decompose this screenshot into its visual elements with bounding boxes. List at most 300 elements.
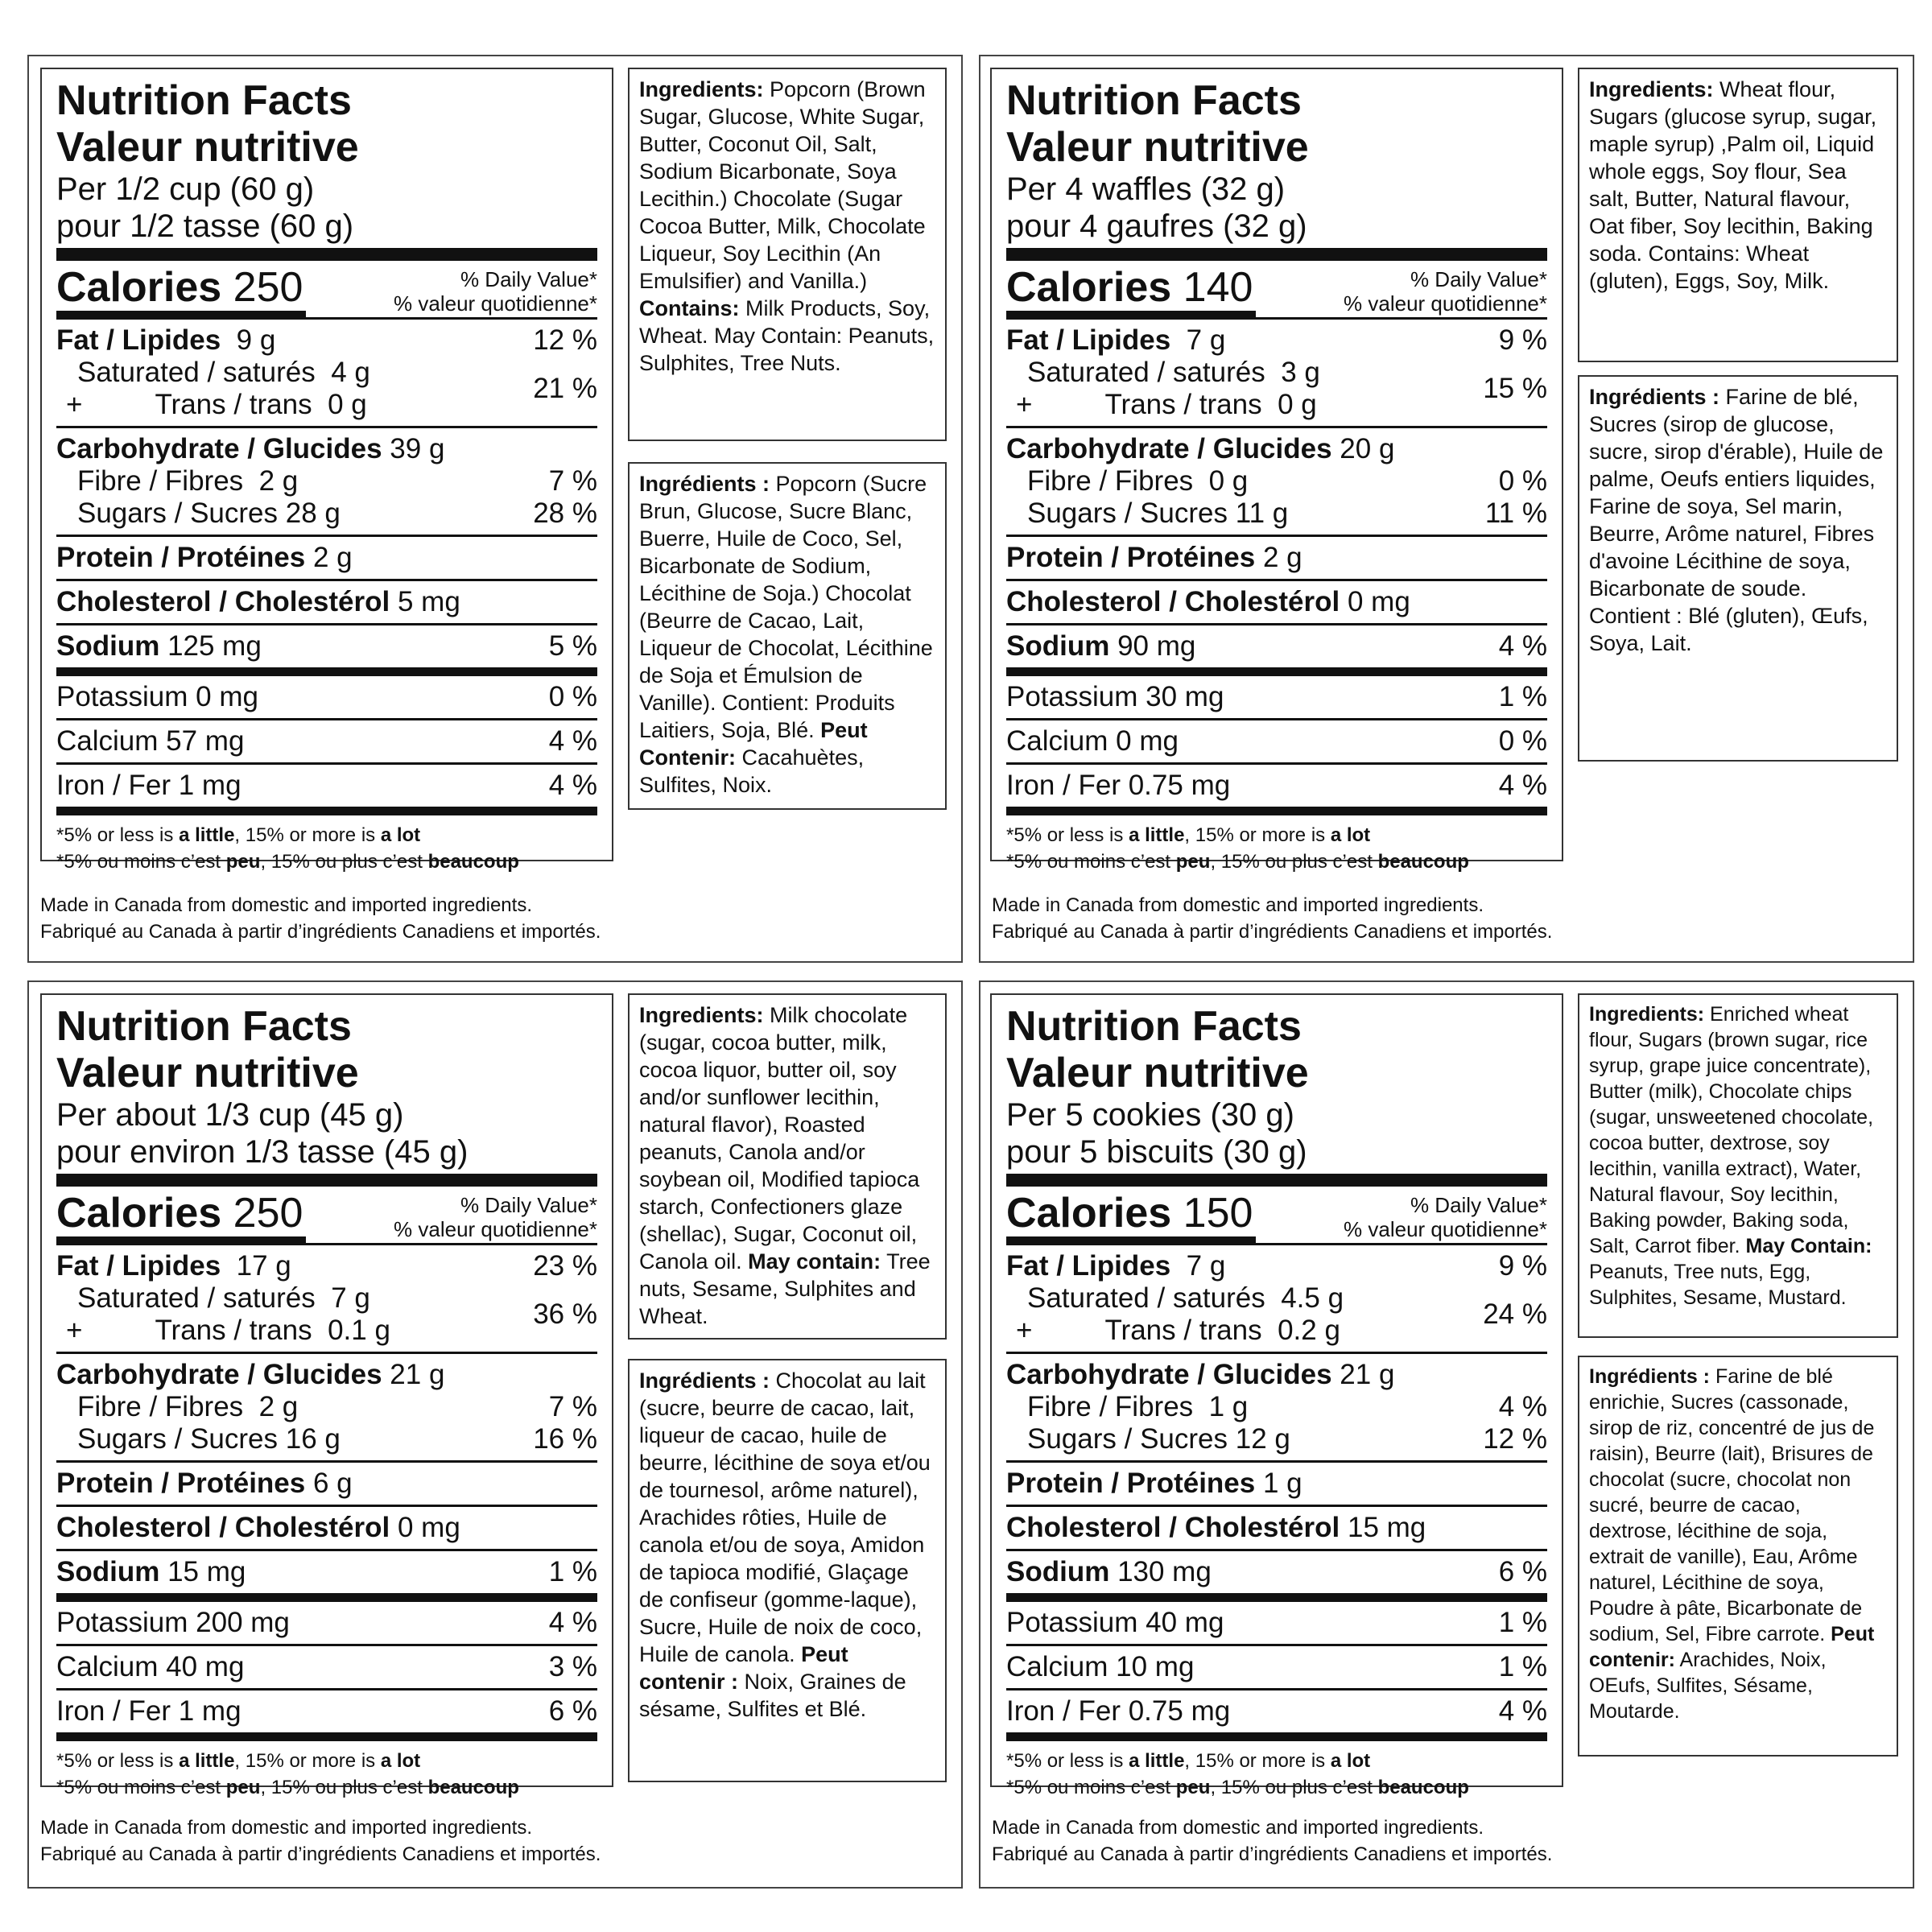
footnote-fr-peu: peu bbox=[225, 851, 261, 873]
fibre-row bbox=[56, 1391, 597, 1423]
daily-value-fr: % valeur quotidienne* bbox=[1344, 1217, 1547, 1241]
ingredients-en bbox=[628, 68, 947, 441]
saturated-value: 3 g bbox=[1281, 357, 1320, 388]
ingredients-heading: Ingredients: bbox=[639, 77, 764, 101]
cholesterol-row bbox=[56, 1512, 597, 1544]
calcium-pct: 0 % bbox=[1498, 725, 1547, 757]
cholesterol-row bbox=[1006, 1512, 1547, 1544]
calcium-label: Calcium bbox=[1006, 1651, 1108, 1682]
cholesterol-value: 0 mg bbox=[1347, 586, 1410, 617]
calcium-label: Calcium bbox=[56, 1651, 159, 1682]
calories-label: Calories bbox=[56, 264, 222, 311]
calcium-value: 0 mg bbox=[1116, 725, 1179, 757]
ingredients-heading: Contains: bbox=[639, 296, 740, 320]
sodium-value: 130 mg bbox=[1117, 1556, 1212, 1587]
calories-label: Calories bbox=[1006, 1190, 1172, 1236]
footnote-fr-beaucoup: beaucoup bbox=[1377, 851, 1469, 873]
fat-pct: 9 % bbox=[1498, 1250, 1547, 1282]
origin-fr: Fabriqué au Canada à partir d’ingrédients Canadiens et importés. bbox=[40, 1843, 601, 1865]
footnote-en-text: *5% or less is bbox=[1006, 824, 1129, 846]
title-fr: Valeur nutritive bbox=[56, 124, 359, 171]
trans-value: 0.2 g bbox=[1278, 1315, 1340, 1346]
carb-label: Carbohydrate / Glucides bbox=[56, 433, 382, 464]
footnote-fr bbox=[56, 1774, 597, 1801]
sugars-value: 11 g bbox=[1235, 497, 1289, 529]
carb-row bbox=[1006, 433, 1547, 465]
cholesterol-row bbox=[56, 586, 597, 618]
title-fr: Valeur nutritive bbox=[1006, 1050, 1309, 1096]
footnote-en-text: *5% or less is bbox=[56, 1750, 180, 1772]
ingredients-text: Peanuts, Tree nuts, Egg, Sulphites, Sesame, Mustard. bbox=[1589, 1261, 1847, 1309]
ingredients-heading: Peut contenir : bbox=[639, 1642, 848, 1694]
iron-label: Iron / Fer bbox=[1006, 770, 1121, 801]
cholesterol-section bbox=[1006, 581, 1547, 623]
serving-rule bbox=[56, 1174, 597, 1187]
origin-fr: Fabriqué au Canada à partir d’ingrédients Canadiens et importés. bbox=[992, 1843, 1553, 1865]
ingredients-text: Cacahuètes, Sulfites, Noix. bbox=[639, 745, 865, 797]
calories-label: Calories bbox=[1006, 264, 1172, 311]
ingredients-heading: Peut Contenir: bbox=[639, 718, 868, 770]
fibre-label: Fibre / Fibres bbox=[1027, 465, 1194, 497]
serving-size-en: Per 4 waffles (32 g) bbox=[1006, 171, 1286, 207]
ingredients-text: Noix, Graines de sésame, Sulfites et Blé. bbox=[639, 1670, 906, 1721]
trans-row bbox=[1006, 1315, 1344, 1347]
fat-value: 17 g bbox=[236, 1250, 291, 1282]
thick-rule bbox=[1006, 1593, 1547, 1602]
footnote-fr-text: *5% ou moins c’est bbox=[56, 1777, 226, 1798]
sugars-row bbox=[1006, 1423, 1547, 1455]
footnote-en-lot: a lot bbox=[380, 824, 421, 846]
ingredients-text: Enriched wheat flour, Sugars (brown sugar, rice syrup, grape juice concentrate), Butter (milk), Chocolate chips (sugar, unsweetened chocolate, cocoa butter, dextrose, soy lecithin, vanilla extract), Water, Natural flavour, Soy lecithin, Baking powder, Baking soda, Salt, Carrot fiber. bbox=[1589, 1003, 1874, 1257]
protein-label: Protein / Protéines bbox=[56, 542, 306, 573]
footnote-fr-peu: peu bbox=[225, 1777, 261, 1798]
calories-row bbox=[1006, 1190, 1547, 1243]
potassium-section bbox=[56, 676, 597, 718]
iron-section bbox=[56, 1690, 597, 1732]
iron-pct: 6 % bbox=[548, 1695, 597, 1727]
trans-value: 0 g bbox=[328, 389, 367, 420]
ingredients-fr bbox=[628, 462, 947, 810]
fat-pct: 23 % bbox=[533, 1250, 597, 1282]
calcium-value: 57 mg bbox=[166, 725, 245, 757]
sugars-value: 12 g bbox=[1235, 1423, 1290, 1455]
potassium-pct: 4 % bbox=[548, 1607, 597, 1638]
origin-statement bbox=[40, 892, 601, 945]
sodium-value: 125 mg bbox=[167, 630, 262, 662]
saturated-row bbox=[1006, 1282, 1344, 1315]
calcium-row bbox=[56, 725, 597, 758]
sugars-row bbox=[1006, 497, 1547, 530]
ingredients-text: Popcorn (Sucre Brun, Glucose, Sucre Blanc, Buerre, Huile de Coco, Sel, Bicarbonate de Sodium, Lécithine de Soja.) Chocolat (Beurre de Cacao, Lait, Liqueur de Chocolat, Lécithine de Soja et Émulsion de Vanille). Contient: Produits Laitiers, Soja, Blé. bbox=[639, 472, 933, 742]
fat-section bbox=[56, 1245, 597, 1352]
carb-section bbox=[56, 1354, 597, 1460]
ingredients-heading: Peut contenir: bbox=[1589, 1623, 1875, 1671]
daily-value-header bbox=[394, 1193, 597, 1241]
calories bbox=[1006, 1190, 1256, 1243]
saturated-value: 4 g bbox=[331, 357, 370, 388]
ingredients-heading: Ingrédients : bbox=[639, 1368, 770, 1393]
cholesterol-label: Cholesterol / Cholestérol bbox=[56, 1512, 390, 1543]
calories-value: 150 bbox=[1183, 1190, 1253, 1236]
calcium-row bbox=[1006, 725, 1547, 758]
potassium-value: 0 mg bbox=[196, 681, 258, 712]
iron-value: 1 mg bbox=[178, 770, 242, 801]
potassium-row bbox=[56, 1607, 597, 1639]
sugars-value: 16 g bbox=[285, 1423, 341, 1455]
iron-value: 0.75 mg bbox=[1128, 770, 1231, 801]
thick-rule bbox=[56, 1593, 597, 1602]
title-fr: Valeur nutritive bbox=[56, 1050, 359, 1096]
carb-label: Carbohydrate / Glucides bbox=[1006, 433, 1332, 464]
serving-size-en: Per 1/2 cup (60 g) bbox=[56, 171, 315, 207]
footnote-en-text: , 15% or more is bbox=[1184, 824, 1331, 846]
fat-row bbox=[56, 324, 597, 357]
daily-value-fr: % valeur quotidienne* bbox=[394, 1217, 597, 1241]
iron-label: Iron / Fer bbox=[1006, 1695, 1121, 1727]
trans-value: 0 g bbox=[1278, 389, 1317, 420]
trans-label: Trans / trans bbox=[1104, 389, 1262, 420]
sugars-pct: 12 % bbox=[1483, 1423, 1547, 1455]
footnote-fr-text: , 15% ou plus c’est bbox=[260, 851, 428, 873]
protein-row bbox=[56, 542, 597, 574]
iron-row bbox=[56, 770, 597, 802]
carb-value: 21 g bbox=[390, 1359, 445, 1390]
calcium-section bbox=[56, 1646, 597, 1688]
protein-row bbox=[56, 1468, 597, 1500]
potassium-pct: 1 % bbox=[1498, 681, 1547, 712]
ingredients-text: Tree nuts, Sesame, Sulphites and Wheat. bbox=[639, 1249, 931, 1328]
footnote-fr-text: *5% ou moins c’est bbox=[1006, 1777, 1176, 1798]
footnote-fr-text: , 15% ou plus c’est bbox=[1210, 851, 1378, 873]
sodium-section bbox=[56, 625, 597, 667]
saturated-label: Saturated / saturés bbox=[77, 357, 316, 388]
calcium-section bbox=[1006, 720, 1547, 762]
iron-pct: 4 % bbox=[1498, 770, 1547, 801]
carb-row bbox=[56, 433, 597, 465]
origin-fr: Fabriqué au Canada à partir d’ingrédients Canadiens et importés. bbox=[40, 921, 601, 943]
calcium-row bbox=[1006, 1651, 1547, 1683]
iron-label: Iron / Fer bbox=[56, 770, 171, 801]
fat-row bbox=[1006, 1250, 1547, 1282]
saturated-row bbox=[56, 1282, 390, 1315]
footnote-fr bbox=[1006, 848, 1547, 875]
carb-section bbox=[56, 428, 597, 535]
trans-label: Trans / trans bbox=[155, 1315, 312, 1346]
serving-size-en: Per 5 cookies (30 g) bbox=[1006, 1097, 1294, 1133]
fibre-label: Fibre / Fibres bbox=[1027, 1391, 1194, 1422]
footnote-fr-text: , 15% ou plus c’est bbox=[260, 1777, 428, 1798]
iron-pct: 4 % bbox=[548, 770, 597, 801]
footnote-fr-beaucoup: beaucoup bbox=[427, 1777, 519, 1798]
footnote bbox=[56, 1732, 597, 1801]
carb-section bbox=[1006, 428, 1547, 535]
sat-trans-group bbox=[56, 357, 597, 421]
sugars-row bbox=[56, 497, 597, 530]
sodium-pct: 5 % bbox=[548, 630, 597, 662]
fibre-value: 2 g bbox=[258, 465, 299, 497]
ingredients-heading: Ingrédients : bbox=[1589, 385, 1720, 409]
serving-rule bbox=[1006, 1174, 1547, 1187]
footnote-en-lot: a lot bbox=[1330, 1750, 1371, 1772]
footnote-en bbox=[56, 1748, 597, 1774]
fat-section bbox=[1006, 320, 1547, 426]
sat-trans-pct: 36 % bbox=[533, 1298, 597, 1330]
footnote-fr-text: *5% ou moins c’est bbox=[56, 851, 226, 873]
potassium-row bbox=[56, 681, 597, 713]
calcium-pct: 1 % bbox=[1498, 1651, 1547, 1682]
origin-en: Made in Canada from domestic and imported ingredients. bbox=[40, 894, 532, 916]
origin-statement bbox=[992, 892, 1552, 945]
ingredients-text: Farine de blé enrichie, Sucres (cassonade, sirop de riz, concentré de jus de raisin), Beurre (lait), Brisures de chocolat (sucre, chocolat non sucré, beurre de cacao, dextrose, lécithine de soja, extrait de vanille), Eau, Arôme naturel, Lécithine de soya, Poudre à pâte, Bicarbonate de sodium, Sel, Fibre carrote. bbox=[1589, 1365, 1875, 1645]
carb-section bbox=[1006, 1354, 1547, 1460]
fat-label: Fat / Lipides bbox=[1006, 324, 1171, 356]
footnote-en-text: , 15% or more is bbox=[234, 824, 381, 846]
trans-label: Trans / trans bbox=[155, 389, 312, 420]
calcium-label: Calcium bbox=[1006, 725, 1108, 757]
title-en: Nutrition Facts bbox=[56, 77, 352, 124]
potassium-row bbox=[1006, 1607, 1547, 1639]
fat-section bbox=[1006, 1245, 1547, 1352]
daily-value-en: % Daily Value* bbox=[1410, 267, 1547, 291]
sodium-section bbox=[56, 1551, 597, 1593]
cholesterol-value: 15 mg bbox=[1347, 1512, 1426, 1543]
ingredients-text: Milk chocolate (sugar, cocoa butter, milk, cocoa liquor, butter oil, soy and/or sunflower lecithin, natural flavor), Roasted peanuts, Canola and/or soybean oil, Modified tapioca starch, Confectioners glaze (shellac), Sugar, Coconut oil, Canola oil. bbox=[639, 1003, 920, 1274]
ingredients-heading: Ingredients: bbox=[1589, 1003, 1705, 1026]
cholesterol-label: Cholesterol / Cholestérol bbox=[1006, 586, 1340, 617]
footnote-en bbox=[1006, 1748, 1547, 1774]
sodium-label: Sodium bbox=[1006, 630, 1110, 662]
ingredients-text: Popcorn (Brown Sugar, Glucose, White Sugar, Butter, Coconut Oil, Salt, Sodium Bicarbonate, Soya Lecithin.) Chocolate (Sugar Cocoa Butter, Milk, Chocolate Liqueur, Soy Lecithin (An Emulsifier) and Vanilla.) bbox=[639, 77, 926, 293]
calories-value: 250 bbox=[233, 264, 303, 311]
fibre-row bbox=[56, 465, 597, 497]
cholesterol-value: 0 mg bbox=[397, 1512, 460, 1543]
sodium-row bbox=[56, 630, 597, 663]
ingredients-heading: Ingrédients : bbox=[639, 472, 770, 496]
sodium-pct: 6 % bbox=[1498, 1556, 1547, 1587]
ingredients-heading: May Contain: bbox=[1745, 1235, 1872, 1257]
sugars-label: Sugars / Sucres bbox=[77, 1423, 278, 1455]
title-en: Nutrition Facts bbox=[1006, 1003, 1302, 1050]
thick-rule bbox=[56, 667, 597, 676]
calcium-row bbox=[56, 1651, 597, 1683]
serving-size-fr: pour environ 1/3 tasse (45 g) bbox=[56, 1134, 469, 1170]
serving-rule bbox=[56, 248, 597, 261]
protein-section bbox=[1006, 1463, 1547, 1505]
protein-section bbox=[56, 537, 597, 579]
ingredients-text: Wheat flour, Sugars (glucose syrup, sugar, maple syrup) ,Palm oil, Liquid whole eggs, Soy flour, Sea salt, Butter, Natural flavour, Oat fiber, Soy lecithin, Baking soda. Contains: Wheat (gluten), Eggs, Soy, Milk. bbox=[1589, 77, 1877, 293]
fibre-label: Fibre / Fibres bbox=[77, 1391, 244, 1422]
calories bbox=[1006, 264, 1256, 317]
trans-plus: + bbox=[66, 1315, 83, 1346]
ingredients-heading: Ingredients: bbox=[1589, 77, 1714, 101]
sugars-value: 28 g bbox=[285, 497, 341, 529]
sodium-label: Sodium bbox=[56, 630, 160, 662]
sodium-pct: 1 % bbox=[548, 1556, 597, 1587]
iron-row bbox=[56, 1695, 597, 1728]
serving-size-fr: pour 1/2 tasse (60 g) bbox=[56, 208, 354, 244]
footnote-en-little: a little bbox=[179, 1750, 235, 1772]
footnote-en-little: a little bbox=[1129, 824, 1185, 846]
fibre-pct: 0 % bbox=[1498, 465, 1547, 497]
carb-row bbox=[56, 1359, 597, 1391]
footnote bbox=[1006, 1732, 1547, 1801]
ingredients-heading: Ingredients: bbox=[639, 1003, 764, 1027]
trans-plus: + bbox=[66, 389, 83, 420]
potassium-pct: 0 % bbox=[548, 681, 597, 712]
sodium-section bbox=[1006, 1551, 1547, 1593]
origin-statement bbox=[992, 1814, 1552, 1868]
fibre-row bbox=[1006, 1391, 1547, 1423]
footnote-en-text: , 15% or more is bbox=[1184, 1750, 1331, 1772]
potassium-label: Potassium bbox=[1006, 681, 1138, 712]
footnote-en-text: , 15% or more is bbox=[234, 1750, 381, 1772]
potassium-value: 30 mg bbox=[1146, 681, 1224, 712]
potassium-row bbox=[1006, 681, 1547, 713]
carb-label: Carbohydrate / Glucides bbox=[56, 1359, 382, 1390]
calories-row bbox=[56, 1190, 597, 1243]
fibre-pct: 7 % bbox=[548, 1391, 597, 1422]
protein-value: 2 g bbox=[312, 542, 353, 573]
protein-value: 6 g bbox=[312, 1468, 353, 1499]
calcium-pct: 4 % bbox=[548, 725, 597, 757]
iron-value: 1 mg bbox=[178, 1695, 242, 1727]
calcium-value: 10 mg bbox=[1116, 1651, 1195, 1682]
calories-row bbox=[56, 264, 597, 317]
fibre-pct: 7 % bbox=[548, 465, 597, 497]
nutrition-facts-table bbox=[40, 68, 613, 873]
iron-section bbox=[56, 765, 597, 807]
ingredients-text: Arachides, Noix, OEufs, Sulfites, Sésame, Moutarde. bbox=[1589, 1649, 1827, 1723]
calcium-pct: 3 % bbox=[548, 1651, 597, 1682]
footnote-fr-text: , 15% ou plus c’est bbox=[1210, 1777, 1378, 1798]
origin-en: Made in Canada from domestic and imported ingredients. bbox=[992, 1817, 1484, 1839]
footnote bbox=[56, 807, 597, 875]
calcium-label: Calcium bbox=[56, 725, 159, 757]
protein-row bbox=[1006, 542, 1547, 574]
fat-value: 7 g bbox=[1186, 324, 1226, 356]
saturated-value: 7 g bbox=[331, 1282, 370, 1314]
ingredients-en bbox=[1578, 68, 1898, 362]
ingredients-fr bbox=[1578, 1356, 1898, 1757]
cholesterol-section bbox=[56, 581, 597, 623]
nutrition-facts-table bbox=[990, 993, 1563, 1798]
trans-row bbox=[56, 389, 370, 421]
sodium-row bbox=[56, 1556, 597, 1588]
fibre-value: 0 g bbox=[1208, 465, 1249, 497]
sat-trans-group bbox=[1006, 357, 1547, 421]
protein-section bbox=[56, 1463, 597, 1505]
sugars-label: Sugars / Sucres bbox=[1027, 497, 1228, 529]
footnote-en-lot: a lot bbox=[1330, 824, 1371, 846]
trans-plus: + bbox=[1016, 1315, 1033, 1346]
saturated-label: Saturated / saturés bbox=[1027, 357, 1265, 388]
saturated-value: 4.5 g bbox=[1281, 1282, 1344, 1314]
iron-row bbox=[1006, 770, 1547, 802]
sat-trans-pct: 15 % bbox=[1483, 373, 1547, 404]
saturated-label: Saturated / saturés bbox=[77, 1282, 316, 1314]
sodium-pct: 4 % bbox=[1498, 630, 1547, 662]
potassium-value: 40 mg bbox=[1146, 1607, 1224, 1638]
daily-value-en: % Daily Value* bbox=[460, 1193, 597, 1217]
daily-value-header bbox=[1344, 1193, 1547, 1241]
sugars-pct: 16 % bbox=[533, 1423, 597, 1455]
sat-trans-pct: 24 % bbox=[1483, 1298, 1547, 1330]
protein-label: Protein / Protéines bbox=[1006, 542, 1256, 573]
footnote-fr bbox=[1006, 1774, 1547, 1801]
daily-value-en: % Daily Value* bbox=[460, 267, 597, 291]
protein-value: 1 g bbox=[1262, 1468, 1302, 1499]
sodium-label: Sodium bbox=[1006, 1556, 1110, 1587]
fat-pct: 9 % bbox=[1498, 324, 1547, 356]
origin-en: Made in Canada from domestic and imported ingredients. bbox=[992, 894, 1484, 916]
footnote-fr-peu: peu bbox=[1175, 851, 1211, 873]
sugars-row bbox=[56, 1423, 597, 1455]
sugars-pct: 11 % bbox=[1484, 497, 1547, 529]
ingredients-en bbox=[628, 993, 947, 1340]
potassium-section bbox=[56, 1602, 597, 1644]
iron-label: Iron / Fer bbox=[56, 1695, 171, 1727]
sugars-label: Sugars / Sucres bbox=[77, 497, 278, 529]
ingredients-text: Farine de blé, Sucres (sirop de glucose, sucre, sirop d'érable), Huile de palme, Oeufs entiers liquides, Farine de soya, Sel marin, Beurre, Arôme naturel, Fibres d'avoine Lécithine de soya, Bicarbonate de soude. Contient : Blé (gluten), Œufs, Soya, Lait. bbox=[1589, 385, 1884, 655]
fibre-value: 1 g bbox=[1208, 1391, 1249, 1422]
footnote-en-little: a little bbox=[1129, 1750, 1185, 1772]
ingredients-heading: Ingrédients : bbox=[1589, 1365, 1711, 1388]
nutrition-facts-table bbox=[40, 993, 613, 1798]
potassium-label: Potassium bbox=[1006, 1607, 1138, 1638]
calories-value: 250 bbox=[233, 1190, 303, 1236]
fat-value: 7 g bbox=[1186, 1250, 1226, 1282]
sodium-row bbox=[1006, 1556, 1547, 1588]
title-en: Nutrition Facts bbox=[1006, 77, 1302, 124]
sodium-value: 15 mg bbox=[167, 1556, 246, 1587]
saturated-label: Saturated / saturés bbox=[1027, 1282, 1265, 1314]
calories bbox=[56, 264, 306, 317]
sat-trans-group bbox=[1006, 1282, 1547, 1347]
carb-label: Carbohydrate / Glucides bbox=[1006, 1359, 1332, 1390]
nutrition-facts-table bbox=[990, 68, 1563, 873]
footnote-en bbox=[1006, 822, 1547, 848]
ingredients-fr bbox=[1578, 375, 1898, 762]
protein-section bbox=[1006, 537, 1547, 579]
serving-size-fr: pour 5 biscuits (30 g) bbox=[1006, 1134, 1307, 1170]
cholesterol-label: Cholesterol / Cholestérol bbox=[56, 586, 390, 617]
fat-label: Fat / Lipides bbox=[56, 1250, 221, 1282]
calcium-value: 40 mg bbox=[166, 1651, 245, 1682]
fat-row bbox=[56, 1250, 597, 1282]
ingredients-fr bbox=[628, 1359, 947, 1782]
cholesterol-section bbox=[56, 1507, 597, 1549]
footnote-en-little: a little bbox=[179, 824, 235, 846]
fibre-row bbox=[1006, 465, 1547, 497]
protein-value: 2 g bbox=[1262, 542, 1302, 573]
iron-section bbox=[1006, 765, 1547, 807]
thick-rule bbox=[1006, 667, 1547, 676]
potassium-label: Potassium bbox=[56, 1607, 188, 1638]
potassium-pct: 1 % bbox=[1498, 1607, 1547, 1638]
potassium-section bbox=[1006, 1602, 1547, 1644]
carb-value: 39 g bbox=[390, 433, 445, 464]
protein-row bbox=[1006, 1468, 1547, 1500]
origin-statement bbox=[40, 1814, 601, 1868]
origin-fr: Fabriqué au Canada à partir d’ingrédients Canadiens et importés. bbox=[992, 921, 1553, 943]
cholesterol-row bbox=[1006, 586, 1547, 618]
daily-value-en: % Daily Value* bbox=[1410, 1193, 1547, 1217]
trans-label: Trans / trans bbox=[1104, 1315, 1262, 1346]
sodium-row bbox=[1006, 630, 1547, 663]
iron-section bbox=[1006, 1690, 1547, 1732]
title-fr: Valeur nutritive bbox=[1006, 124, 1309, 171]
sugars-label: Sugars / Sucres bbox=[1027, 1423, 1228, 1455]
